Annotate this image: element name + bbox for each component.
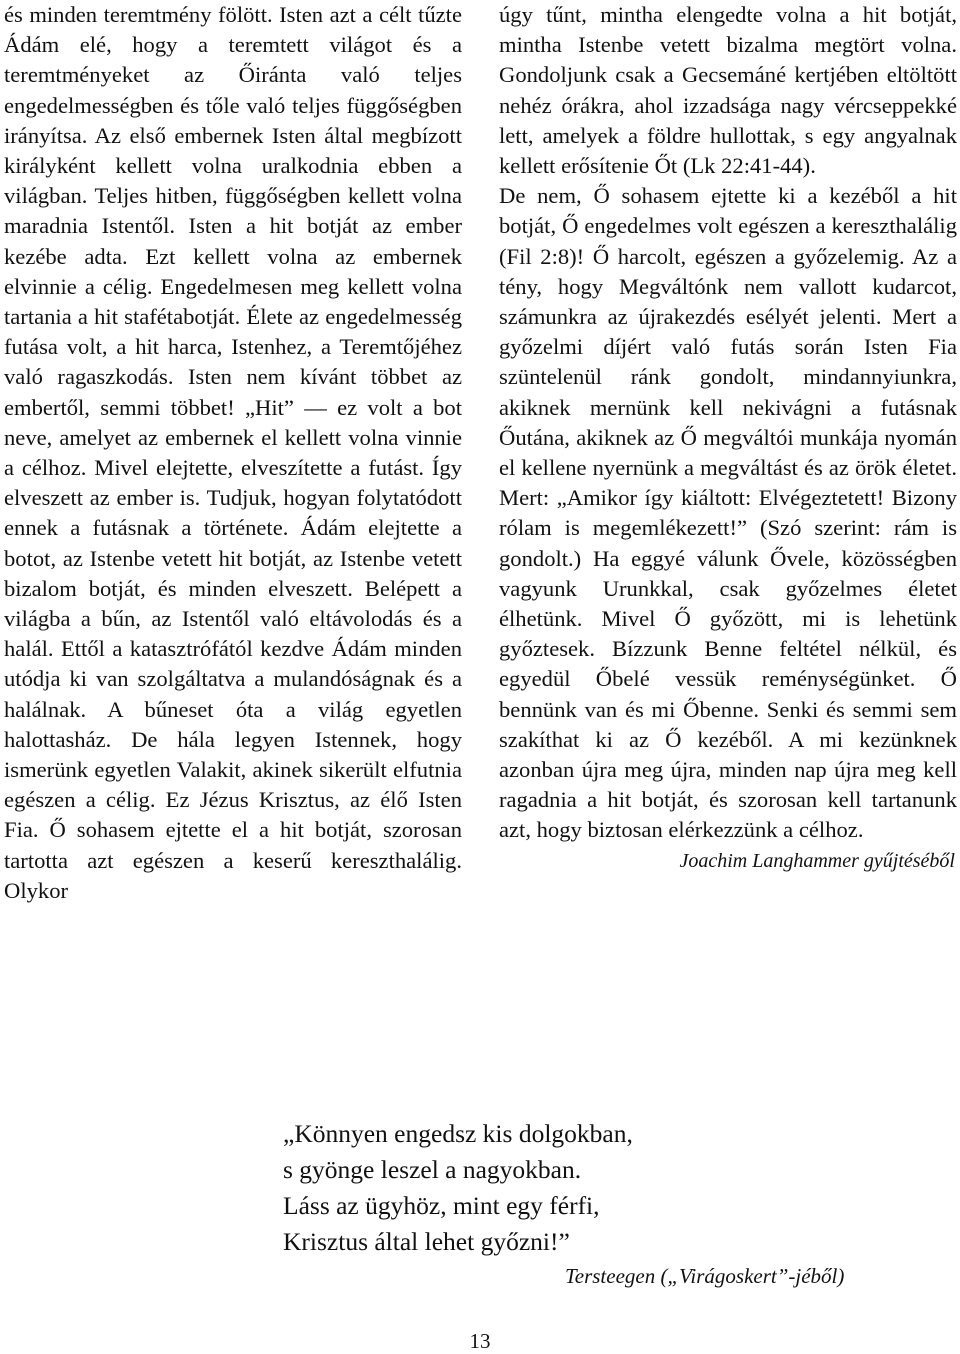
right-column-paragraph-1: úgy tűnt, mintha elengedte volna a hit botját, mintha Istenbe vetett bizalma megtört volna. Gondoljunk csak a Gecsemáné kertjében eltöltött nehéz órákra, ahol izzadsága nagy vércseppekké lett, amelyek a földre hullottak, s egy angyalnak kellett erősítenie Őt (Lk 22:41-44). bbox=[499, 2, 957, 179]
quote-attribution: Tersteegen („Virágoskert”-jéből) bbox=[565, 1264, 845, 1288]
left-text-column bbox=[4, 0, 462, 906]
page-number: 13 bbox=[469, 1329, 491, 1353]
quote-line: „Könnyen engedsz kis dolgokban, bbox=[283, 1119, 633, 1148]
right-column-paragraph-2: De nem, Ő sohasem ejtette ki a kezéből a hit botját, Ő engedelmes volt egészen a kereszthalálig (Fil 2:8)! Ő harcolt, egészen a győzelemig. Az a tény, hogy Megváltónk nem vallott kudarcot, számunkra az újrakezdés esélyét jelenti. Mert a győzelmi díjért való futás során Isten Fia szüntelenül ránk gondolt, mindannyiunkra, akiknek mernünk kell nekivágni a futásnak Őutána, akiknek az Ő megváltói munkája nyomán el kellene nyernünk a megváltást és az örök életet. Mert: „Amikor így kiáltott: Elvégeztetett! Bizony rólam is megemlékezett!” (Szó szerint: rám is gondolt.) Ha eggyé válunk Ővele, közösségben vagyunk Urunkkal, csak győzelmes életet élhetünk. Mivel Ő győzött, mi is lehetünk győztesek. Bízzunk Benne feltétel nélkül, és egyedül Őbelé vessük reménységünket. Ő bennünk van és mi Őbenne. Senki és semmi sem szakíthat ki az Ő kezéből. A mi kezünknek azonban újra meg újra, minden nap újra meg kell ragadnia a hit botját, és szorosan kell tartanunk azt, hogy biztosan elérkezzünk a célhoz. bbox=[499, 183, 957, 843]
left-column-paragraph: és minden teremtmény fölött. Isten azt a célt tűzte Ádám elé, hogy a teremtett világot és a teremtményeket az Őiránta való teljes engedelmességben és tőle való teljes függőségben irányítsa. Az első embernek Isten által megbízott királyként kellett volna uralkodnia ebben a világban. Teljes hitben, függőségben kellett volna maradnia Istentől. Isten a hit botját az ember kezébe adta. Ezt kellett volna az embernek elvinnie a célig. Engedelmesen meg kellett volna tartania a hit stafétabotját. Élete az engedelmesség futása volt, a hit harca, Istenhez, a Teremtőjéhez való ragaszkodás. Isten nem kívánt többet az embertől, semmi többet! „Hit” — ez volt a bot neve, amelyet az embernek el kellett volna vinnie a célhoz. Mivel elejtette, elveszítette a futást. Így elveszett az ember is. Tudjuk, hogyan folytatódott ennek a futásnak a története. Ádám elejtette a botot, az Istenbe vetett hit botját, az Istenbe vetett bizalom botját, és minden elveszett. Belépett a világba a bűn, az Istentől való eltávolodás és a halál. Ettől a katasztrófától kezdve Ádám minden utódja ki van szolgáltatva a mulandóságnak és a halálnak. A bűneset óta a világ egyetlen halottasház. De hála legyen Istennek, hogy ismerünk egyetlen Valakit, akinek sikerült elfutnia egészen a célig. Ez Jézus Krisztus, az élő Isten Fia. Ő sohasem ejtette el a hit botját, szorosan tartotta azt egészen a keserű kereszthalálig. Olykor bbox=[4, 2, 462, 903]
quote-line: Krisztus által lehet győzni!” bbox=[283, 1227, 570, 1256]
right-text-column bbox=[499, 0, 957, 874]
quote-line: Láss az ügyhöz, mint egy férfi, bbox=[283, 1191, 600, 1220]
poem-quote bbox=[283, 1116, 933, 1260]
article-attribution: Joachim Langhammer gyűjtéséből bbox=[679, 849, 955, 872]
quote-line: s gyönge leszel a nagyokban. bbox=[283, 1155, 582, 1184]
